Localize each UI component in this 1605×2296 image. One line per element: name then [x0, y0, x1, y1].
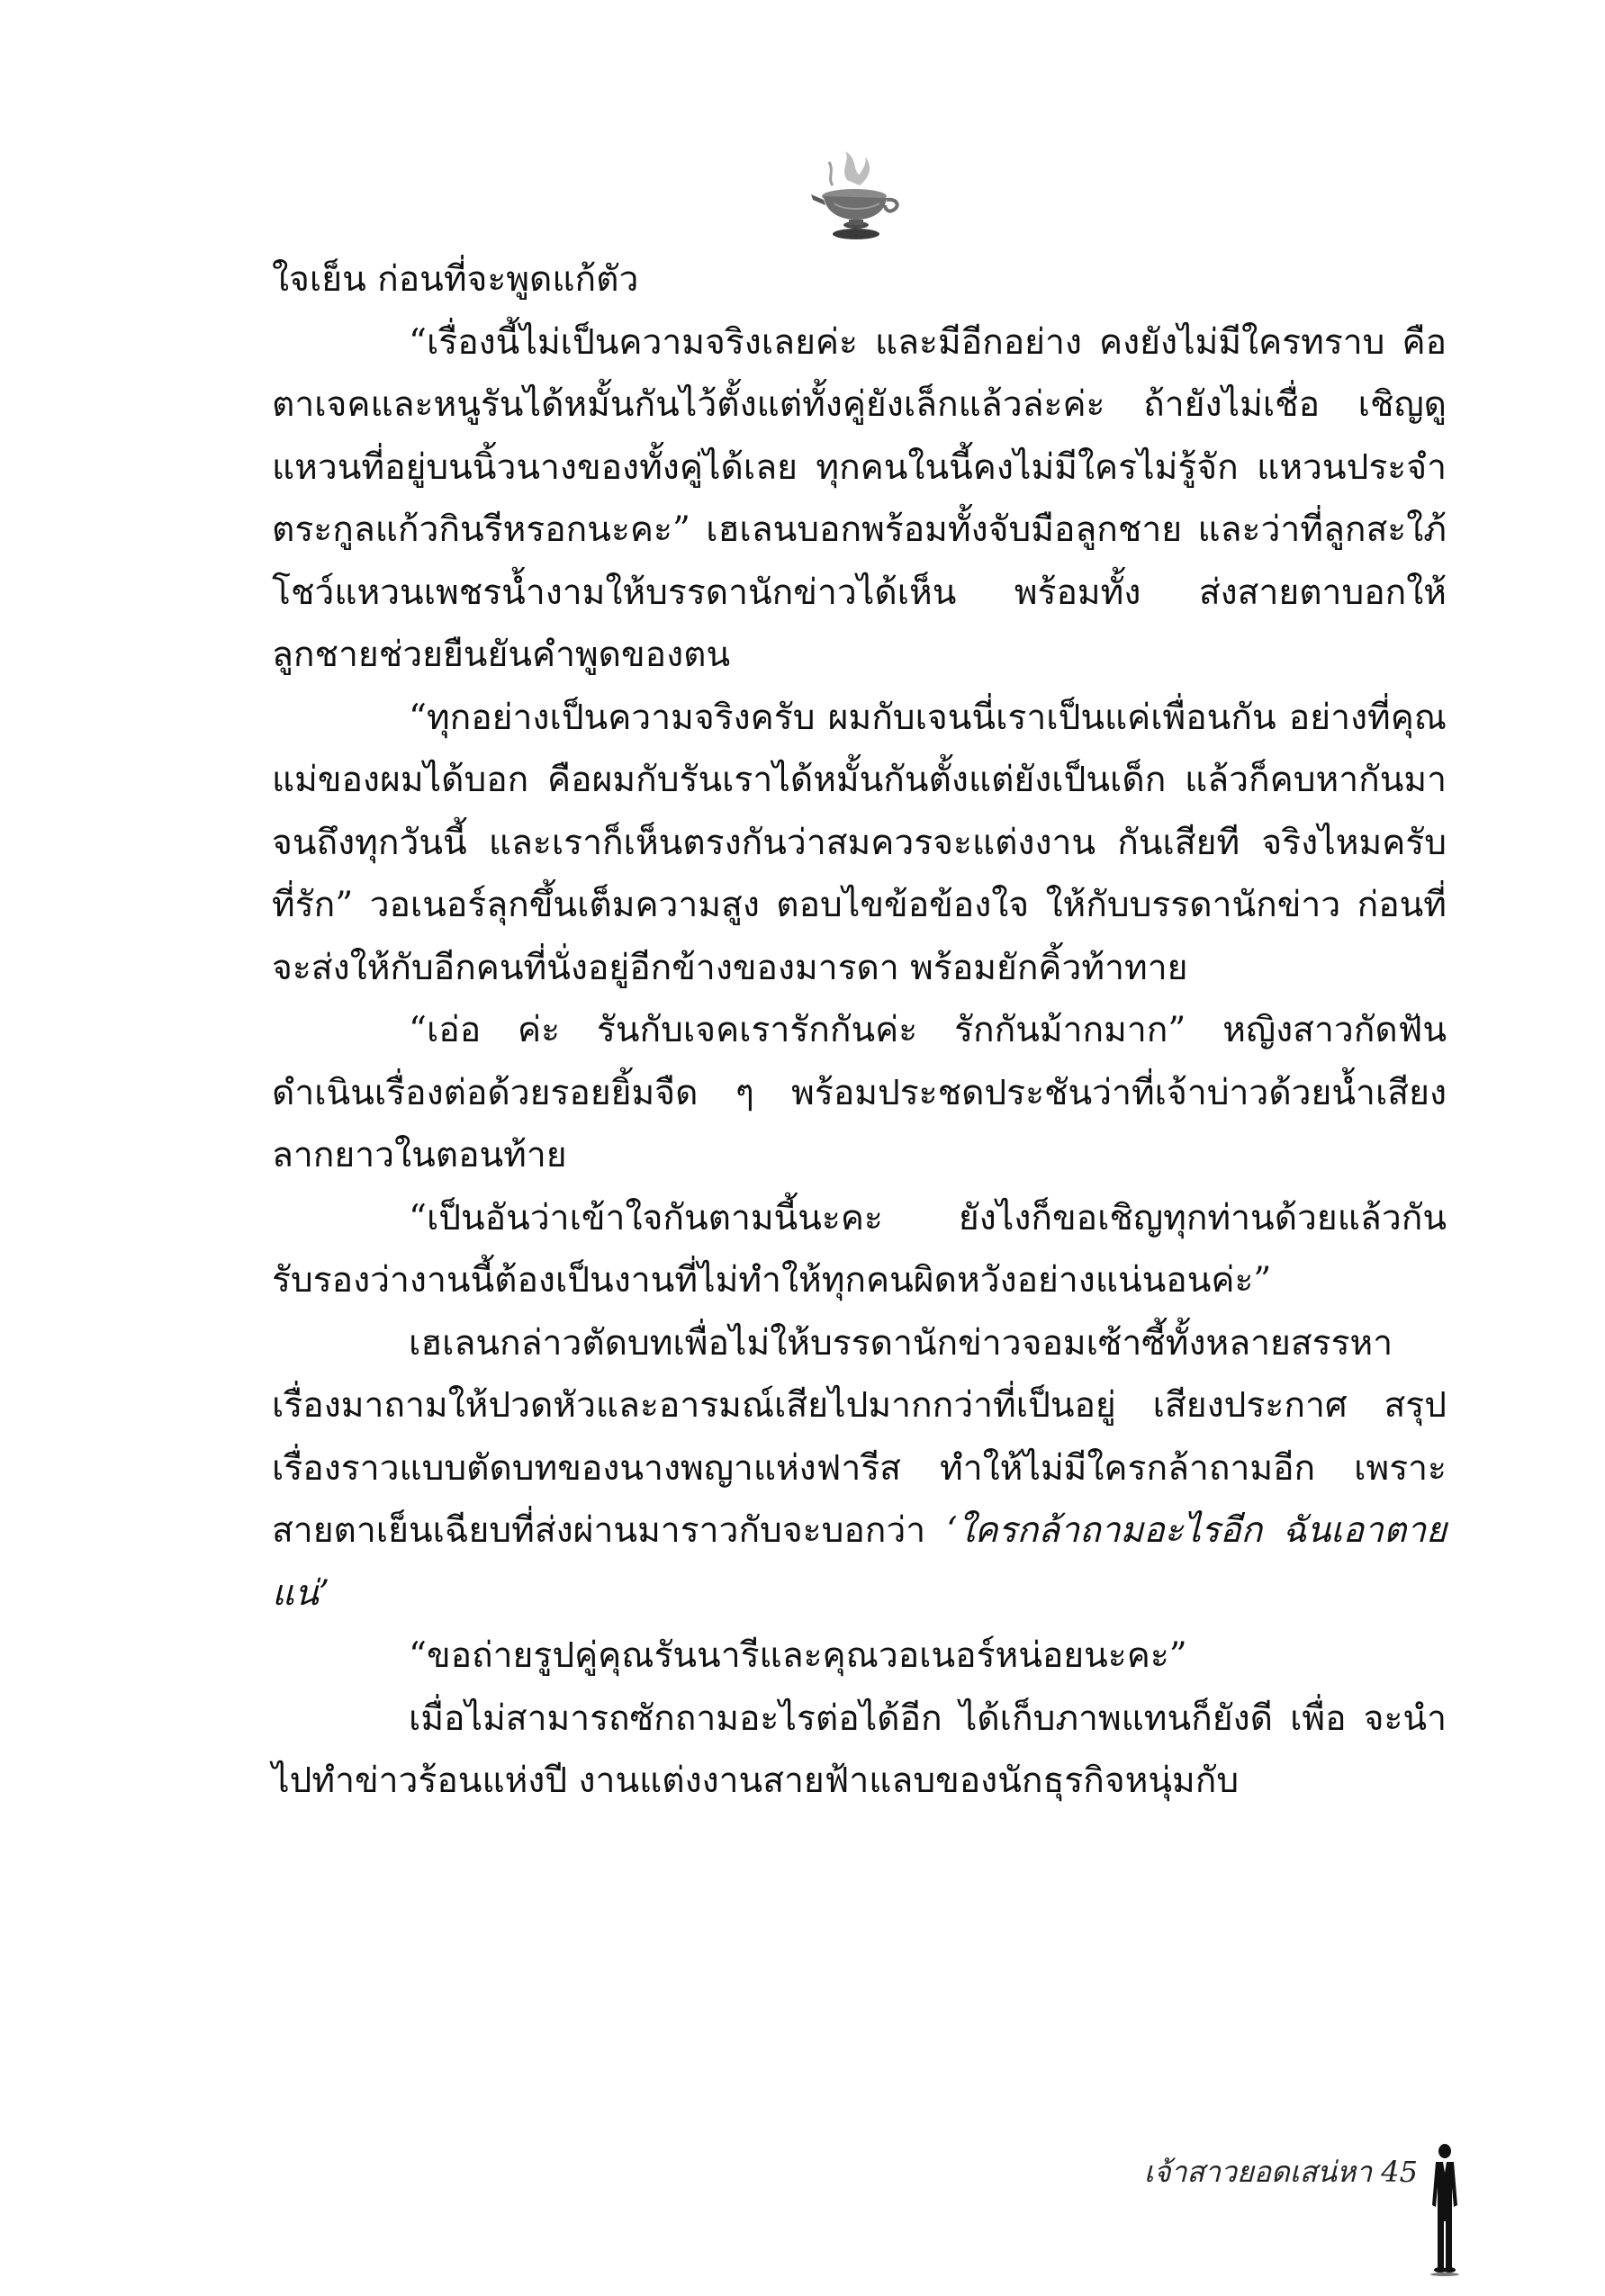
running-footer [1144, 2149, 1418, 2195]
paragraph-2: “เรื่องนี้ไม่เป็นความจริงเลยค่ะ และมีอีกอย่าง คงยังไม่มีใครทราบ คือตาเจคและหนูรันได้หมั้นกันไว้ตั้งแต่ทั้งคู่ยังเล็กแล้วล่ะค่ะ ถ้ายังไม่เชื่อ เชิญดูแหวนที่อยู่บนนิ้วนางของทั้งคู่ได้เลย ทุกคนในนี้คงไม่มีใครไม่รู้จัก แหวนประจำตระกูลแก้วกินรีหรอกนะคะ” เฮเลนบอกพร้อมทั้งจับมือลูกชาย และว่าที่ลูกสะใภ้โชว์แหวนเพชรน้ำงามให้บรรดานักข่าวได้เห็น พร้อมทั้ง ส่งสายตาบอกให้ลูกชายช่วยยืนยันคำพูดของตน [272, 321, 1447, 675]
page-number: 45 [1381, 2155, 1418, 2189]
paragraph-7: “ขอถ่ายรูปคู่คุณรันนารีและคุณวอเนอร์หน่อยนะคะ” [409, 1635, 1187, 1676]
paragraph-1: ใจเย็น ก่อนที่จะพูดแก้ตัว [272, 259, 639, 300]
chapter-text [272, 248, 1447, 1813]
oil-lamp-icon [804, 144, 903, 243]
book-title: เจ้าสาวยอดเสน่หา [1143, 2155, 1373, 2189]
paragraph-5: “เป็นอันว่าเข้าใจกันตามนี้นะคะ ยังไงก็ขอเชิญทุกท่านด้วยแล้วกัน รับรองว่างานนี้ต้องเป็นงานที่ไม่ทำให้ทุกคนผิดหวังอย่างแน่นอนค่ะ” [272, 1197, 1447, 1301]
paragraph-6 [272, 1312, 1447, 1625]
paragraph-6-text: เฮเลนกล่าวตัดบทเพื่อไม่ให้บรรดานักข่าวจอมเซ้าซี้ทั้งหลายสรรหา เรื่องมาถามให้ปวดหัวและอารมณ์เสียไปมากกว่าที่เป็นอยู่ เสียงประกาศ สรุปเรื่องราวแบบตัดบทของนางพญาแห่งฟารีส ทำให้ไม่มีใครกล้าถามอีก เพราะสายตาเย็นเฉียบที่ส่งผ่านมาราวกับจะบอกว่า [272, 1322, 1447, 1551]
italic-inner-thought: ‘ใครกล้าถามอะไรอีก ฉันเอาตายแน่’ [272, 1510, 1447, 1614]
paragraph-8: เมื่อไม่สามารถซักถามอะไรต่อได้อีก ได้เก็บภาพแทนก็ยังดี เพื่อ จะนำไปทำข่าวร้อนแห่งปี งานแต่งงานสายฟ้าแลบของนักธุรกิจหนุ่มกับ [272, 1697, 1447, 1801]
page-footer [1144, 2142, 1463, 2277]
standing-man-icon [1427, 2142, 1463, 2277]
paragraph-3: “ทุกอย่างเป็นความจริงครับ ผมกับเจนนี่เราเป็นแค่เพื่อนกัน อย่างที่คุณแม่ของผมได้บอก คือผมกับรันเราได้หมั้นกันตั้งแต่ยังเป็นเด็ก แล้วก็คบหากันมาจนถึงทุกวันนี้ และเราก็เห็นตรงกันว่าสมควรจะแต่งงาน กันเสียที จริงไหมครับที่รัก” วอเนอร์ลุกขึ้นเต็มความสูง ตอบไขข้อข้องใจ ให้กับบรรดานักข่าว ก่อนที่จะส่งให้กับอีกคนที่นั่งอยู่อีกข้างของมารดา พร้อมยักคิ้วท้าทาย [272, 697, 1447, 988]
paragraph-4: “เอ่อ ค่ะ รันกับเจคเรารักกันค่ะ รักกันม้ากมาก” หญิงสาวกัดฟัน ดำเนินเรื่องต่อด้วยรอยยิ้มจืด ๆ พร้อมประชดประชันว่าที่เจ้าบ่าวด้วยน้ำเสียง ลากยาวในตอนท้าย [272, 1010, 1447, 1175]
